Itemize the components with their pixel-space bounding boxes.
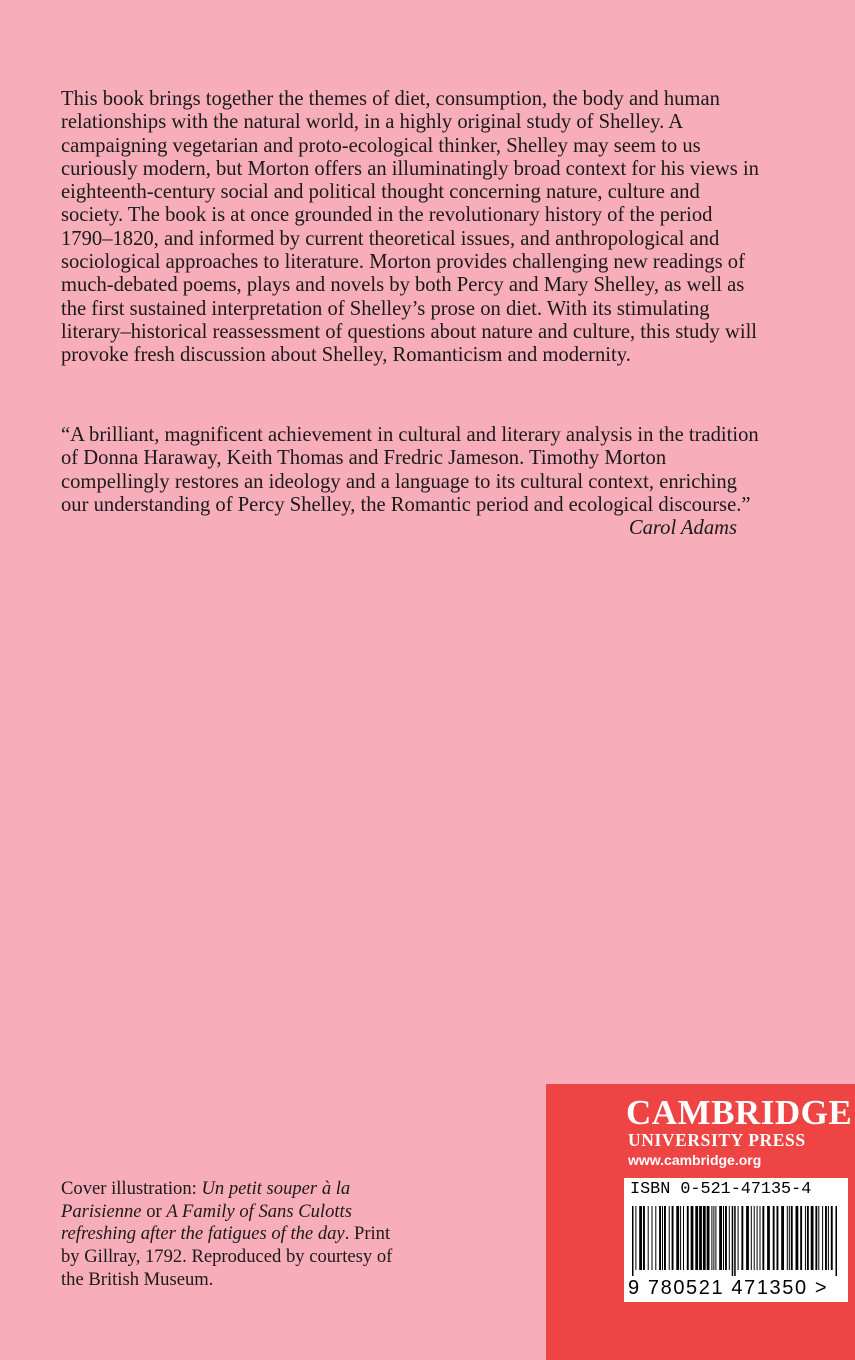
credit-suffix: . Print by Gillray, 1792. Reproduced by courtesy of the British Museum.: [61, 1223, 393, 1290]
barcode-bar: [707, 1206, 710, 1270]
barcode-bar: [734, 1206, 736, 1276]
barcode-bar: [680, 1206, 681, 1270]
barcode-bar: [767, 1206, 770, 1270]
barcode-bar: [800, 1206, 802, 1270]
barcode-bar: [699, 1206, 702, 1270]
barcode-bar: [807, 1206, 809, 1270]
endorsement-text: “A brilliant, magnificent achievement in cultural and literary analysis in the tradition of Donna Haraway, Keith Thomas and Fredric Jameson. Timothy Morton compellingly restores an ideology and a language to its cultural context, enriching our understanding of Percy Shelley, the Romantic period and ecological discourse.”: [61, 424, 759, 516]
barcode-bar: [715, 1206, 716, 1270]
barcode-bar: [741, 1206, 743, 1270]
barcode-bar: [659, 1206, 661, 1270]
endorsement-quote: [61, 424, 761, 540]
barcode-bar: [760, 1206, 761, 1270]
barcode-bar: [831, 1206, 833, 1270]
barcode-bar: [729, 1206, 730, 1270]
publisher-url: www.cambridge.org: [628, 1152, 762, 1168]
barcode-bar: [664, 1206, 666, 1270]
barcode-bar: [811, 1206, 814, 1270]
barcode-bar: [713, 1206, 714, 1270]
barcode-bar: [695, 1206, 698, 1270]
barcode-bar: [746, 1206, 749, 1270]
credit-prefix: Cover illustration:: [61, 1178, 202, 1199]
barcode-bar: [825, 1206, 827, 1270]
barcode-bar: [652, 1206, 653, 1270]
barcode-bar: [635, 1206, 636, 1270]
barcode-bar: [632, 1206, 634, 1276]
credit-connector: or: [141, 1200, 167, 1222]
barcode-bar: [662, 1206, 663, 1270]
barcode-bar: [791, 1206, 793, 1270]
barcode-bar: [822, 1206, 823, 1270]
barcode-bar: [815, 1206, 817, 1270]
barcode-bar: [757, 1206, 758, 1270]
barcode-bar: [723, 1206, 724, 1270]
barcode-bar: [672, 1206, 674, 1270]
cover-illustration-credit: [61, 1178, 401, 1292]
barcode-bar: [732, 1206, 734, 1276]
barcode-bar: [703, 1206, 706, 1270]
barcode-bar: [691, 1206, 694, 1270]
barcode-bar: [787, 1206, 788, 1270]
barcode-bar: [781, 1206, 784, 1270]
barcode-bar: [751, 1206, 752, 1270]
barcode-bar: [648, 1206, 649, 1270]
barcode-bar: [828, 1206, 829, 1270]
publisher-subtitle: UNIVERSITY PRESS: [628, 1130, 806, 1150]
ean-digits: 9 780521 471350 >: [628, 1277, 829, 1299]
publisher-box: [546, 1084, 855, 1360]
publisher-name: CAMBRIDGE: [626, 1093, 853, 1132]
barcode-bar: [738, 1206, 739, 1270]
endorsement-attribution: Carol Adams: [628, 517, 737, 540]
barcode-bar: [796, 1206, 799, 1270]
barcode-bar: [711, 1206, 712, 1270]
barcode-bar: [669, 1206, 670, 1270]
barcode-bar: [676, 1206, 679, 1270]
credit-title-2: A Family of Sans Culotts refreshing after the fatigues of the day: [61, 1200, 352, 1245]
barcode-bar: [818, 1206, 819, 1270]
barcode-bar: [719, 1206, 722, 1270]
credit-title-1: Un petit souper à la Parisienne: [61, 1178, 351, 1222]
barcode-bar: [754, 1206, 755, 1270]
isbn-label: ISBN 0-521-47135-4: [630, 1180, 812, 1199]
barcode-bar: [773, 1206, 775, 1270]
barcode-bar: [789, 1206, 790, 1270]
barcode-bar: [687, 1206, 689, 1270]
barcode-bar: [725, 1206, 727, 1270]
barcode-bar: [805, 1206, 806, 1270]
blurb-text: This book brings together the themes of diet, consumption, the body and human relationships with the natural world, in a highly original study of Shelley. A campaigning vegetarian and proto-ecological thinker, Shelley may seem to us curiously modern, but Morton offers an illuminatingly broad context for his views in eighteenth-century social and political thought concerning nature, culture and society. The book is at once grounded in the revolutionary history of the period 1790–1820, and informed by current theoretical issues, and anthropological and sociological approaches to literature. Morton provides challenging new readings of much-debated poems, plays and novels by both Percy and Mary Shelley, as well as the first sustained interpretation of Shelley’s prose on diet. With its stimulating literary–historical reassessment of questions about nature and culture, this study will provoke fresh discussion about Shelley, Romanticism and modernity.: [61, 88, 759, 367]
barcode-bar: [643, 1206, 645, 1270]
barcode-bar: [762, 1206, 764, 1270]
barcode-bar: [836, 1206, 838, 1276]
barcode-bar: [777, 1206, 779, 1270]
barcode-panel: [624, 1178, 848, 1302]
barcode-bar: [639, 1206, 642, 1270]
barcode-bar: [655, 1206, 656, 1270]
barcode-bar: [683, 1206, 684, 1270]
barcode-image: [630, 1206, 842, 1276]
